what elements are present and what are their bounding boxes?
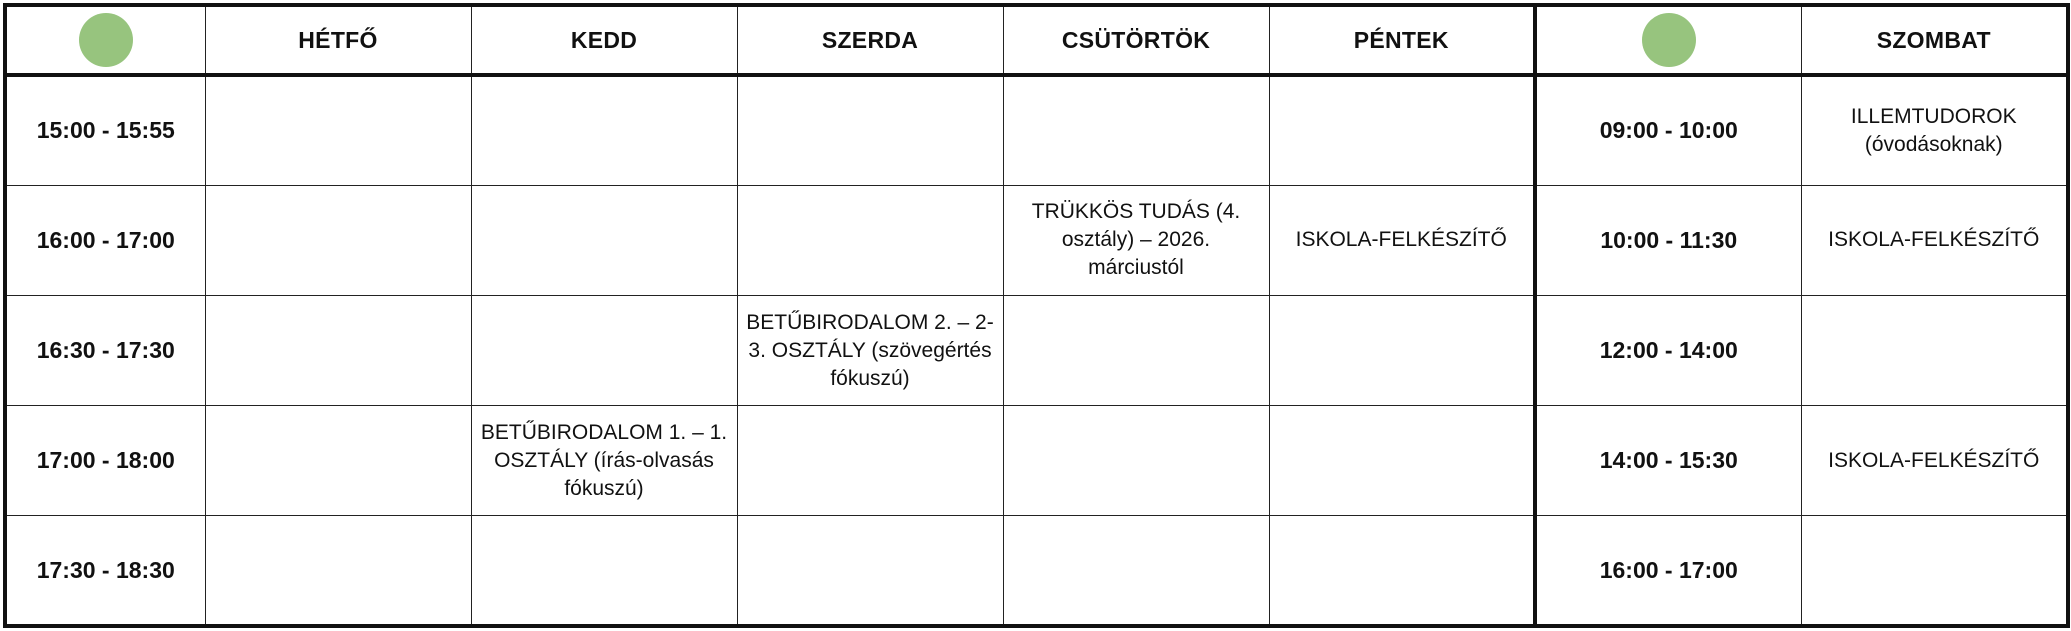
- friday-cell: [1269, 295, 1535, 405]
- thursday-cell: [1003, 295, 1269, 405]
- weekday-time: 17:30 - 18:30: [5, 516, 205, 626]
- saturday-time: 10:00 - 11:30: [1535, 185, 1801, 295]
- wednesday-cell: [737, 185, 1003, 295]
- header-day-tuesday: KEDD: [471, 5, 737, 75]
- header-row: [5, 5, 2068, 75]
- header-day-thursday: CSÜTÖRTÖK: [1003, 5, 1269, 75]
- table-row: [5, 516, 2068, 626]
- wednesday-cell: [737, 516, 1003, 626]
- weekday-time: 17:00 - 18:00: [5, 406, 205, 516]
- monday-cell: [205, 185, 471, 295]
- table-row: [5, 185, 2068, 295]
- monday-cell: [205, 75, 471, 185]
- saturday-cell: ISKOLA-FELKÉSZÍTŐ: [1801, 406, 2068, 516]
- thursday-cell: [1003, 75, 1269, 185]
- tuesday-cell: [471, 185, 737, 295]
- table-row: [5, 295, 2068, 405]
- saturday-cell: [1801, 516, 2068, 626]
- tuesday-cell: [471, 75, 737, 185]
- tuesday-cell: [471, 295, 737, 405]
- wednesday-cell: BETŰBIRODALOM 2. – 2-3. OSZTÁLY (szövegértés fókuszú): [737, 295, 1003, 405]
- monday-cell: [205, 406, 471, 516]
- thursday-cell: [1003, 516, 1269, 626]
- saturday-time: 16:00 - 17:00: [1535, 516, 1801, 626]
- weekday-time: 15:00 - 15:55: [5, 75, 205, 185]
- thursday-cell: [1003, 406, 1269, 516]
- header-day-saturday: SZOMBAT: [1801, 5, 2068, 75]
- friday-cell: [1269, 75, 1535, 185]
- table-row: [5, 75, 2068, 185]
- header-day-monday: HÉTFŐ: [205, 5, 471, 75]
- header-corner-weekday: [5, 5, 205, 75]
- monday-cell: [205, 295, 471, 405]
- header-day-wednesday: SZERDA: [737, 5, 1003, 75]
- green-dot-icon: [79, 13, 133, 67]
- header-corner-saturday: [1535, 5, 1801, 75]
- thursday-cell: TRÜKKÖS TUDÁS (4. osztály) – 2026. márciustól: [1003, 185, 1269, 295]
- saturday-time: 12:00 - 14:00: [1535, 295, 1801, 405]
- friday-cell: [1269, 406, 1535, 516]
- schedule-table: [3, 3, 2070, 628]
- wednesday-cell: [737, 406, 1003, 516]
- weekday-time: 16:00 - 17:00: [5, 185, 205, 295]
- tuesday-cell: [471, 516, 737, 626]
- header-day-friday: PÉNTEK: [1269, 5, 1535, 75]
- saturday-cell: [1801, 295, 2068, 405]
- green-dot-icon: [1642, 13, 1696, 67]
- wednesday-cell: [737, 75, 1003, 185]
- weekday-time: 16:30 - 17:30: [5, 295, 205, 405]
- saturday-time: 09:00 - 10:00: [1535, 75, 1801, 185]
- tuesday-cell: BETŰBIRODALOM 1. – 1. OSZTÁLY (írás-olvasás fókuszú): [471, 406, 737, 516]
- friday-cell: [1269, 516, 1535, 626]
- monday-cell: [205, 516, 471, 626]
- saturday-time: 14:00 - 15:30: [1535, 406, 1801, 516]
- saturday-cell: ISKOLA-FELKÉSZÍTŐ: [1801, 185, 2068, 295]
- saturday-cell: ILLEMTUDOROK (óvodásoknak): [1801, 75, 2068, 185]
- table-row: [5, 406, 2068, 516]
- friday-cell: ISKOLA-FELKÉSZÍTŐ: [1269, 185, 1535, 295]
